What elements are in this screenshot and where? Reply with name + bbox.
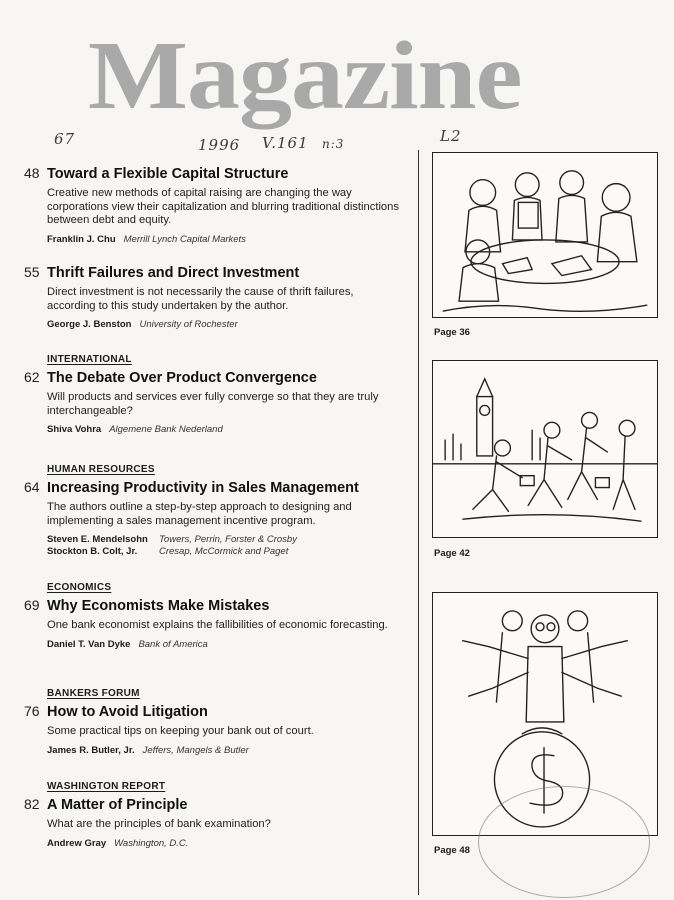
article-title[interactable]: Why Economists Make Mistakes	[47, 598, 270, 614]
author-row	[47, 424, 404, 436]
meeting-cartoon-icon[interactable]	[432, 152, 658, 318]
section-heading: WASHINGTON REPORT	[47, 781, 166, 792]
section-heading: HUMAN RESOURCES	[47, 464, 155, 475]
article-entry	[24, 781, 404, 850]
article-page-number: 64	[24, 479, 40, 495]
article-page-number: 76	[24, 703, 40, 719]
author-affiliation: University of Rochester	[139, 319, 238, 330]
article-description: One bank economist explains the fallibilities of economic forecasting.	[47, 619, 388, 631]
article-entry	[24, 464, 404, 558]
article-description: Creative new methods of capital raising are changing the way corporations view their capitalization and blurring traditional distinctions between debt and equity.	[47, 187, 399, 226]
author-name: Franklin J. Chu	[47, 233, 116, 245]
illustration-caption: Page 42	[434, 548, 470, 559]
article-title[interactable]: The Debate Over Product Convergence	[47, 370, 317, 386]
article-page-number: 55	[24, 264, 40, 280]
author-row	[47, 319, 404, 331]
handwritten-year: 1996	[198, 136, 241, 154]
author-row	[47, 534, 404, 546]
handwritten-volume: V.161	[262, 134, 309, 152]
author-affiliation: Washington, D.C.	[114, 837, 189, 849]
author-affiliation: Jeffers, Mangels & Butler	[142, 744, 249, 756]
article-page-number: 48	[24, 165, 40, 181]
article-page-number: 62	[24, 369, 40, 385]
article-title[interactable]: Thrift Failures and Direct Investment	[47, 265, 300, 281]
author-affiliation: Algemene Bank Nederland	[109, 424, 223, 435]
article-entry	[24, 688, 404, 757]
author-affiliation: Bank of America	[138, 638, 208, 650]
article-description: Direct investment is not necessarily the cause of thrift failures, according to this study undertaken by the author.	[47, 286, 354, 312]
author-name: Andrew Gray	[47, 837, 107, 849]
handwritten-number: 67	[54, 130, 76, 148]
author-name: Daniel T. Van Dyke	[47, 638, 131, 650]
article-entry	[24, 582, 404, 651]
author-affiliation: Merrill Lynch Capital Markets	[123, 233, 246, 245]
author-name: Stockton B. Colt, Jr.	[47, 546, 138, 557]
article-page-number: 82	[24, 796, 40, 812]
article-description: What are the principles of bank examination?	[47, 818, 271, 830]
running-businessmen-cartoon-icon[interactable]	[432, 360, 658, 538]
author-row	[47, 639, 404, 651]
article-page-number: 69	[24, 597, 40, 613]
section-heading: ECONOMICS	[47, 582, 112, 593]
illustration-caption: Page 36	[434, 327, 470, 338]
author-row	[47, 838, 404, 850]
masthead: Magazine	[88, 21, 522, 130]
section-heading: INTERNATIONAL	[47, 354, 132, 365]
article-title[interactable]: Increasing Productivity in Sales Management	[47, 480, 359, 496]
section-heading: BANKERS FORUM	[47, 688, 140, 699]
article-description: The authors outline a step-by-step approach to designing and implementing a sales management incentive program.	[47, 501, 352, 527]
author-name: Steven E. Mendelsohn	[47, 534, 148, 545]
handwritten-issue: n:3	[322, 137, 345, 151]
author-row	[47, 234, 404, 246]
library-stamp-icon	[478, 786, 650, 898]
article-entry	[24, 165, 404, 246]
author-row	[47, 745, 404, 757]
article-title[interactable]: How to Avoid Litigation	[47, 704, 208, 720]
article-description: Some practical tips on keeping your bank out of court.	[47, 725, 314, 737]
author-row	[47, 546, 404, 558]
author-affiliation: Cresap, McCormick and Paget	[159, 546, 289, 557]
handwritten-mark: L2	[440, 127, 462, 145]
article-description: Will products and services ever fully converge so that they are truly interchangeable?	[47, 391, 379, 417]
author-name: James R. Butler, Jr.	[47, 744, 135, 756]
column-divider	[418, 150, 419, 895]
article-entry	[24, 264, 404, 331]
article-entry	[24, 354, 404, 436]
author-name: Shiva Vohra	[47, 424, 102, 435]
author-name: George J. Benston	[47, 319, 132, 330]
article-title[interactable]: A Matter of Principle	[47, 797, 188, 813]
illustration-caption: Page 48	[434, 845, 470, 856]
article-title[interactable]: Toward a Flexible Capital Structure	[47, 166, 289, 182]
author-affiliation: Towers, Perrin, Forster & Crosby	[159, 534, 297, 545]
